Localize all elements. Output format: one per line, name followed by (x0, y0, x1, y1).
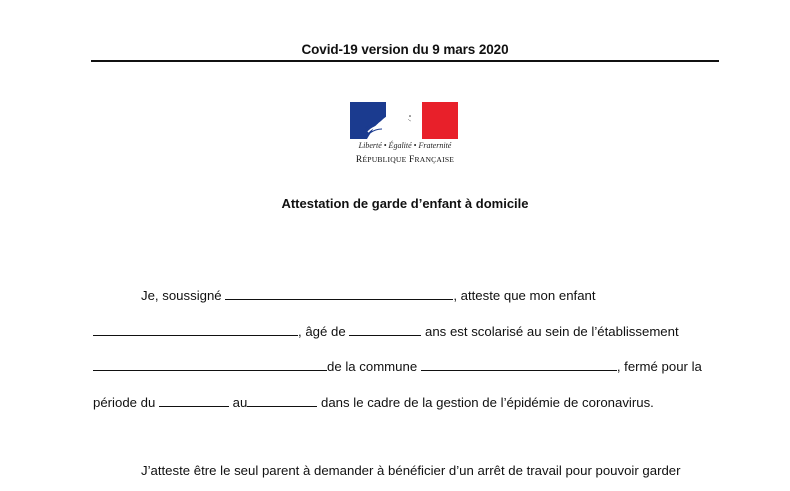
paragraph1-line2 (93, 323, 679, 340)
paragraph1-line1 (141, 287, 596, 304)
line4-text-part2: au (232, 395, 248, 410)
paragraph2-line1: J’atteste être le seul parent à demander à bénéficier d’un arrêt de travail pour pouvoir garder (141, 463, 681, 478)
motto-text: Liberté • Égalité • Fraternité (358, 141, 452, 150)
line3-text-part2: , fermé pour la (616, 359, 702, 374)
period-end-date-field[interactable] (247, 394, 317, 407)
line2-text-part1: , âgé de (298, 324, 346, 339)
republique-francaise-logo (350, 102, 460, 172)
child-age-field[interactable] (349, 323, 421, 336)
version-header: Covid-19 version du 9 mars 2020 (301, 42, 509, 57)
child-name-field[interactable] (93, 323, 298, 336)
line4-text-part3: dans le cadre de la gestion de l’épidémie de coronavirus. (321, 395, 654, 410)
paragraph1-line4 (93, 394, 654, 411)
parent-name-field[interactable] (225, 287, 453, 300)
document-title: Attestation de garde d’enfant à domicile (281, 196, 529, 211)
line1-text-after: , atteste que mon enfant (453, 288, 596, 303)
republique-francaise-text: RÉPUBLIQUE FRANÇAISE (355, 155, 455, 165)
school-name-field[interactable] (93, 358, 327, 371)
line4-text-part1: période du (93, 395, 156, 410)
header-divider (91, 60, 719, 62)
line1-text-before: Je, soussigné (141, 288, 222, 303)
period-start-date-field[interactable] (159, 394, 229, 407)
marianne-flag-icon (350, 102, 458, 139)
line3-text-part1: de la commune (327, 359, 418, 374)
commune-field[interactable] (421, 358, 617, 371)
line2-text-part2: ans est scolarisé au sein de l’établissement (425, 324, 679, 339)
paragraph1-line3 (93, 358, 702, 375)
